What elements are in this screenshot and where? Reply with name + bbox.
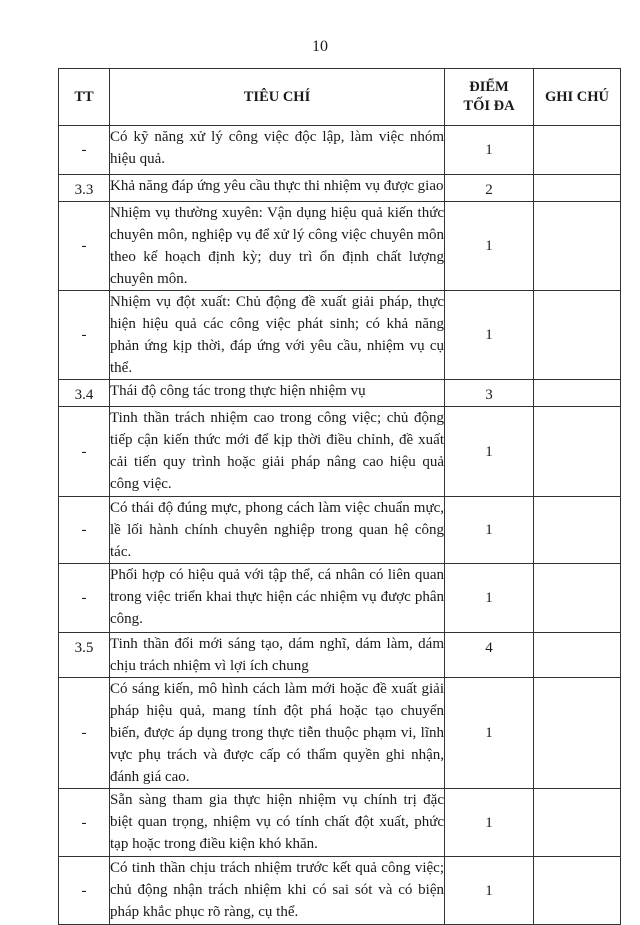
row-score: 1 [445, 202, 534, 291]
criteria-table [58, 68, 621, 925]
row-note [534, 126, 621, 175]
row-note [534, 407, 621, 497]
row-score: 2 [445, 175, 534, 202]
row-tt: - [59, 126, 110, 175]
table-row [59, 633, 621, 678]
row-criteria: Sẵn sàng tham gia thực hiện nhiệm vụ chính trị đặc biệt quan trọng, nhiệm vụ có tính chất đột xuất, phức tạp hoặc trong điều kiện khó khăn. [110, 789, 445, 857]
table-row [59, 789, 621, 857]
row-note [534, 380, 621, 407]
table-row [59, 126, 621, 175]
row-tt: - [59, 564, 110, 633]
header-note: GHI CHÚ [534, 69, 621, 126]
table-row [59, 380, 621, 407]
row-note [534, 175, 621, 202]
table-row [59, 678, 621, 789]
row-score: 1 [445, 407, 534, 497]
table-row [59, 202, 621, 291]
table-row [59, 564, 621, 633]
row-tt: - [59, 678, 110, 789]
row-tt: - [59, 202, 110, 291]
row-criteria: Có tinh thần chịu trách nhiệm trước kết quả công việc; chủ động nhận trách nhiệm khi có sai sót và có biện pháp khắc phục rõ ràng, cụ thể. [110, 857, 445, 925]
row-tt: 3.3 [59, 175, 110, 202]
row-note [534, 291, 621, 380]
row-note [534, 202, 621, 291]
row-criteria: Tinh thần đổi mới sáng tạo, dám nghĩ, dám làm, dám chịu trách nhiệm vì lợi ích chung [110, 633, 445, 678]
table-header-row [59, 69, 621, 126]
row-criteria: Phối hợp có hiệu quả với tập thể, cá nhân có liên quan trong việc triển khai thực hiện các nhiệm vụ được phân công. [110, 564, 445, 633]
table-row [59, 291, 621, 380]
row-score: 1 [445, 564, 534, 633]
header-max-score-line2: TỐI ĐA [463, 98, 515, 114]
row-tt: - [59, 497, 110, 564]
row-note [534, 857, 621, 925]
row-criteria: Nhiệm vụ thường xuyên: Vận dụng hiệu quả kiến thức chuyên môn, nghiệp vụ để xử lý công việc chuyên môn theo kế hoạch định kỳ; duy trì ổn định chất lượng chuyên môn. [110, 202, 445, 291]
row-score: 1 [445, 678, 534, 789]
table-row [59, 857, 621, 925]
row-score: 1 [445, 497, 534, 564]
row-tt: - [59, 857, 110, 925]
table-row [59, 407, 621, 497]
header-tt: TT [59, 69, 110, 126]
row-tt: - [59, 291, 110, 380]
row-note [534, 678, 621, 789]
row-score: 1 [445, 291, 534, 380]
row-criteria: Tinh thần trách nhiệm cao trong công việc; chủ động tiếp cận kiến thức mới để kịp thời điều chỉnh, đề xuất cải tiến quy trình hoặc giải pháp nâng cao hiệu quả công việc. [110, 407, 445, 497]
row-note [534, 564, 621, 633]
header-max-score-line1: ĐIỂM [469, 79, 509, 95]
row-criteria: Khả năng đáp ứng yêu cầu thực thi nhiệm vụ được giao [110, 175, 445, 202]
row-score: 1 [445, 126, 534, 175]
row-score: 1 [445, 789, 534, 857]
row-score: 3 [445, 380, 534, 407]
row-tt: - [59, 789, 110, 857]
table-row [59, 175, 621, 202]
header-max-score [445, 69, 534, 126]
header-criteria: TIÊU CHÍ [110, 69, 445, 126]
row-criteria: Thái độ công tác trong thực hiện nhiệm vụ [110, 380, 445, 407]
row-score: 4 [445, 633, 534, 678]
row-criteria: Nhiệm vụ đột xuất: Chủ động đề xuất giải pháp, thực hiện hiệu quả các công việc phát sinh; có khả năng phản ứng kịp thời, đáp ứng với yêu cầu, nhiệm vụ cụ thể. [110, 291, 445, 380]
page-number: 10 [312, 38, 328, 55]
row-criteria: Có sáng kiến, mô hình cách làm mới hoặc đề xuất giải pháp hiệu quả, mang tính đột phá hoặc tạo chuyển biến, được áp dụng trong thực tiễn thuộc phạm vi, lĩnh vực phụ trách và được cấp có thẩm quyền ghi nhận, đánh giá cao. [110, 678, 445, 789]
row-tt: 3.4 [59, 380, 110, 407]
row-tt: - [59, 407, 110, 497]
table-row [59, 497, 621, 564]
row-criteria: Có thái độ đúng mực, phong cách làm việc chuẩn mực, lề lối hành chính chuyên nghiệp trong quan hệ công tác. [110, 497, 445, 564]
row-criteria: Có kỹ năng xử lý công việc độc lập, làm việc nhóm hiệu quả. [110, 126, 445, 175]
row-note [534, 497, 621, 564]
row-score: 1 [445, 857, 534, 925]
row-note [534, 789, 621, 857]
row-tt: 3.5 [59, 633, 110, 678]
row-note [534, 633, 621, 678]
